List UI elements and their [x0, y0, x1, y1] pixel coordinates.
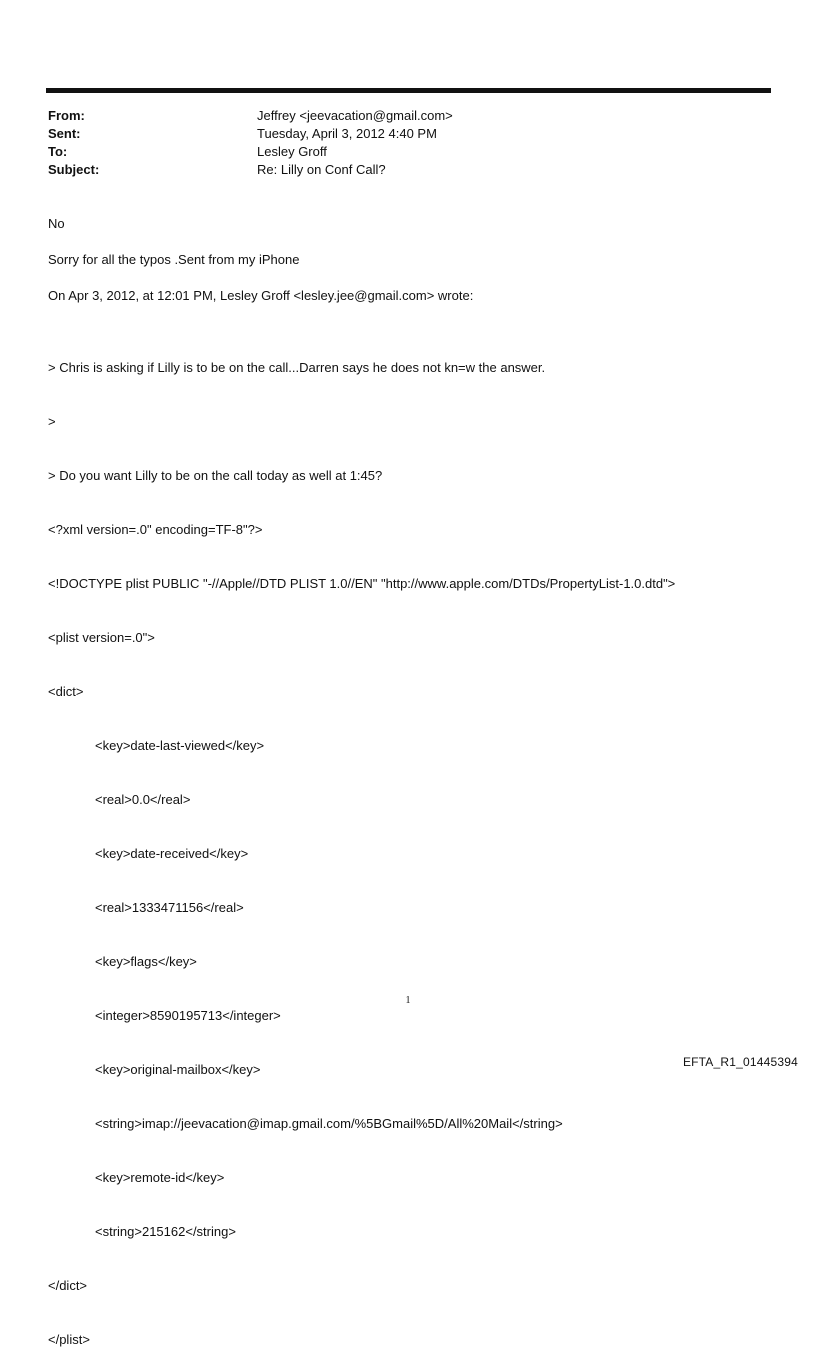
plist-line: <!DOCTYPE plist PUBLIC "-//Apple//DTD PLIST 1.0//EN" "http://www.apple.com/DTDs/PropertyList-1.0.dtd"> — [48, 576, 676, 591]
header-from-label: From: — [48, 108, 85, 123]
header-sent-row — [48, 125, 768, 143]
document-id: EFTA_R1_01445394 — [682, 1055, 798, 1069]
header-to-row — [48, 143, 768, 161]
plist-line: <plist version=.0"> — [48, 630, 155, 645]
plist-closing-line: </plist> — [48, 1332, 90, 1347]
header-from-row — [48, 107, 768, 125]
quote-intro: On Apr 3, 2012, at 12:01 PM, Lesley Groff <lesley.jee@gmail.com> wrote: — [48, 288, 474, 303]
header-subject-label: Subject: — [48, 162, 100, 177]
top-rule — [46, 88, 771, 93]
header-to-label: To: — [48, 144, 68, 159]
plist-inner-line: <string>215162</string> — [95, 1224, 236, 1239]
plist-line: <?xml version=.0" encoding=TF-8"?> — [48, 522, 263, 537]
header-from-value: Jeffrey <jeevacation@gmail.com> — [257, 108, 453, 123]
quoted-line: > Do you want Lilly to be on the call today as well at 1:45? — [48, 468, 383, 483]
signature-text: Sorry for all the typos .Sent from my iPhone — [48, 252, 300, 267]
quoted-message — [48, 323, 778, 1367]
plist-inner-line: <integer>8590195713</integer> — [95, 1008, 281, 1023]
header-to-value: Lesley Groff — [257, 144, 327, 159]
reply-text: No — [48, 216, 65, 231]
header-sent-label: Sent: — [48, 126, 81, 141]
quoted-line: > Chris is asking if Lilly is to be on the call...Darren says he does not kn=w the answer. — [48, 360, 546, 375]
plist-line: <dict> — [48, 684, 84, 699]
plist-inner-line: <real>0.0</real> — [95, 792, 191, 807]
plist-inner-line: <key>date-last-viewed</key> — [95, 738, 265, 753]
plist-inner-line: <key>original-mailbox</key> — [95, 1062, 261, 1077]
email-header — [48, 107, 768, 179]
header-subject-value: Re: Lilly on Conf Call? — [257, 162, 386, 177]
plist-inner-line: <key>date-received</key> — [95, 846, 249, 861]
plist-closing-line: </dict> — [48, 1278, 88, 1293]
plist-inner-line: <real>1333471156</real> — [95, 900, 244, 915]
header-subject-row — [48, 161, 768, 179]
plist-inner-line: <key>remote-id</key> — [95, 1170, 225, 1185]
page-number: 1 — [405, 995, 411, 1006]
header-sent-value: Tuesday, April 3, 2012 4:40 PM — [257, 126, 437, 141]
plist-inner-line: <string>imap://jeevacation@imap.gmail.com/%5BGmail%5D/All%20Mail</string> — [95, 1116, 563, 1131]
quoted-line: > — [48, 414, 56, 429]
plist-inner-line: <key>flags</key> — [95, 954, 197, 969]
